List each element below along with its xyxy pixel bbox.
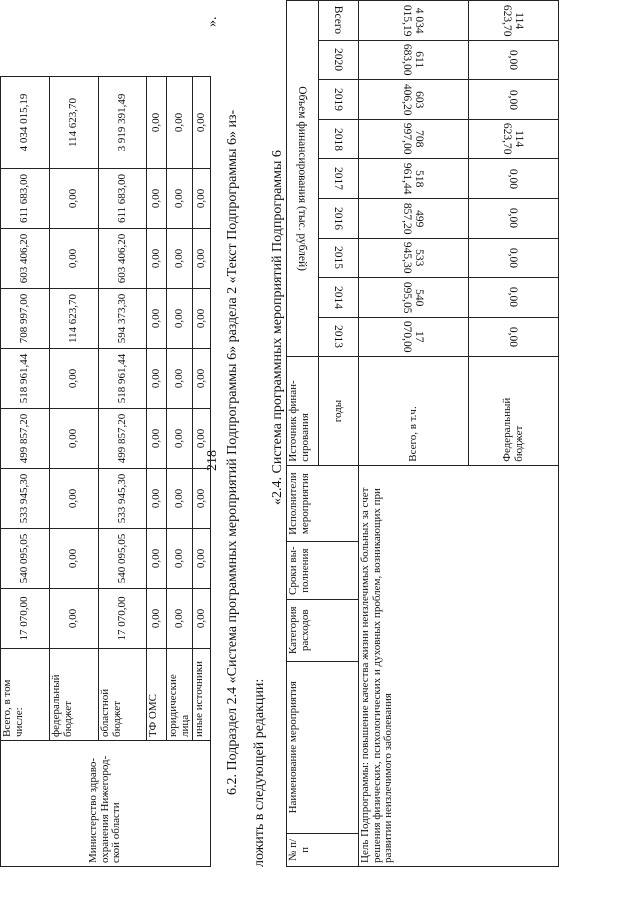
col-header-volume: Объем финансирования (тыс. рублей) <box>287 1 319 357</box>
year-header: 2015 <box>319 238 359 278</box>
table-cell: 0,00 <box>469 40 559 80</box>
close-quote: ». <box>205 16 220 27</box>
table-cell: 17 070,00 <box>359 317 469 357</box>
table-cell: 518 961,44 <box>359 159 469 199</box>
year-header: Всего <box>319 1 359 41</box>
year-header: 2017 <box>319 159 359 199</box>
table-cell: 0,00 <box>469 80 559 120</box>
table-cell: 499 857,20 <box>359 198 469 238</box>
year-header: 2019 <box>319 80 359 120</box>
table-row: Министерство здраво-охранения Нижегород-ской области Всего, в том числе: 17 070,00 540 095,05 533 945,30 499 857,20 518 961,44 708 997,00 603 406,20 611 683,00 4 034 015,19 <box>1 77 50 867</box>
program-table <box>286 0 559 867</box>
table-row: ТФ ОМС 0,00 0,00 0,00 0,00 0,00 0,00 0,00 0,00 0,00 <box>147 77 167 867</box>
col-header-name: Наименование мероприятия <box>287 661 359 833</box>
page-number: 218 <box>205 450 220 471</box>
finance-table <box>0 76 211 867</box>
col-header-executors: Исполнители мероприятия <box>287 465 359 542</box>
table-cell: 611 683,00 <box>359 40 469 80</box>
table-cell: 540 095,05 <box>359 278 469 318</box>
program-goal: Цель Подпрограммы: повышение качества жизни неизлечимых больных за счет решения физических, психологических и духовных проблем, возникающих при развитии неизлечимого заболевания <box>359 465 559 866</box>
row-label: областной бюджет <box>99 649 147 741</box>
table-header-row <box>287 1 319 867</box>
table-row: юридические лица 0,00 0,00 0,00 0,00 0,00 0,00 0,00 0,00 0,00 <box>167 77 193 867</box>
table-cell: 114 623,70 <box>469 119 559 159</box>
year-header: 2018 <box>319 119 359 159</box>
row-label: юридические лица <box>167 649 193 741</box>
table-row: областной бюджет 17 070,00 540 095,05 533 945,30 499 857,20 518 961,44 594 373,30 603 406,20 611 683,00 3 919 391,49 <box>99 77 147 867</box>
table-cell: 0,00 <box>469 159 559 199</box>
year-header: 2016 <box>319 198 359 238</box>
year-header: 2014 <box>319 278 359 318</box>
year-header: 2020 <box>319 40 359 80</box>
year-header: 2013 <box>319 317 359 357</box>
row-label: Всего, в том числе: <box>1 649 50 741</box>
table-cell: 0,00 <box>469 198 559 238</box>
ministry-cell: Министерство здраво-охранения Нижегород-ской области <box>1 741 211 867</box>
amendment-paragraph-continued: ложить в следующей редакции: <box>252 678 267 867</box>
table-cell: 0,00 <box>469 238 559 278</box>
row-label: федеральный бюджет <box>50 649 99 741</box>
row-label: ТФ ОМС <box>147 649 167 741</box>
source-label: Всего, в т.ч. <box>359 357 469 465</box>
table-cell: 708 997,00 <box>359 119 469 159</box>
table-row: федеральный бюджет 0,00 0,00 0,00 0,00 0,00 114 623,70 0,00 0,00 114 623,70 <box>50 77 99 867</box>
section-heading: «2.4. Система программных мероприятий Подпрограммы 6 <box>270 150 285 505</box>
table-row <box>359 1 469 867</box>
table-cell: 0,00 <box>469 317 559 357</box>
table-cell: 0,00 <box>469 278 559 318</box>
table-cell: 533 945,30 <box>359 238 469 278</box>
amendment-paragraph: 6.2. Подраздел 2.4 «Система программных мероприятий Подпрограммы 6» раздела 2 «Текст Подпрограммы 6» из- <box>225 109 240 795</box>
col-header-source: Источник финан-сирования <box>287 357 319 465</box>
table-cell: 114 623,70 <box>469 1 559 41</box>
source-label: Федеральный бюджет <box>469 357 559 465</box>
col-header-years: годы <box>319 357 359 465</box>
row-label: иные источники <box>193 649 211 741</box>
table-row: иные источники 0,00 0,00 0,00 0,00 0,00 0,00 0,00 0,00 0,00 <box>193 77 211 867</box>
col-header-num: № п/п <box>287 833 359 866</box>
table-cell: 4 034 015,19 <box>359 1 469 41</box>
table-cell: 603 406,20 <box>359 80 469 120</box>
col-header-category: Категория расходов <box>287 599 359 661</box>
col-header-term: Сроки вы-полнения <box>287 542 359 599</box>
